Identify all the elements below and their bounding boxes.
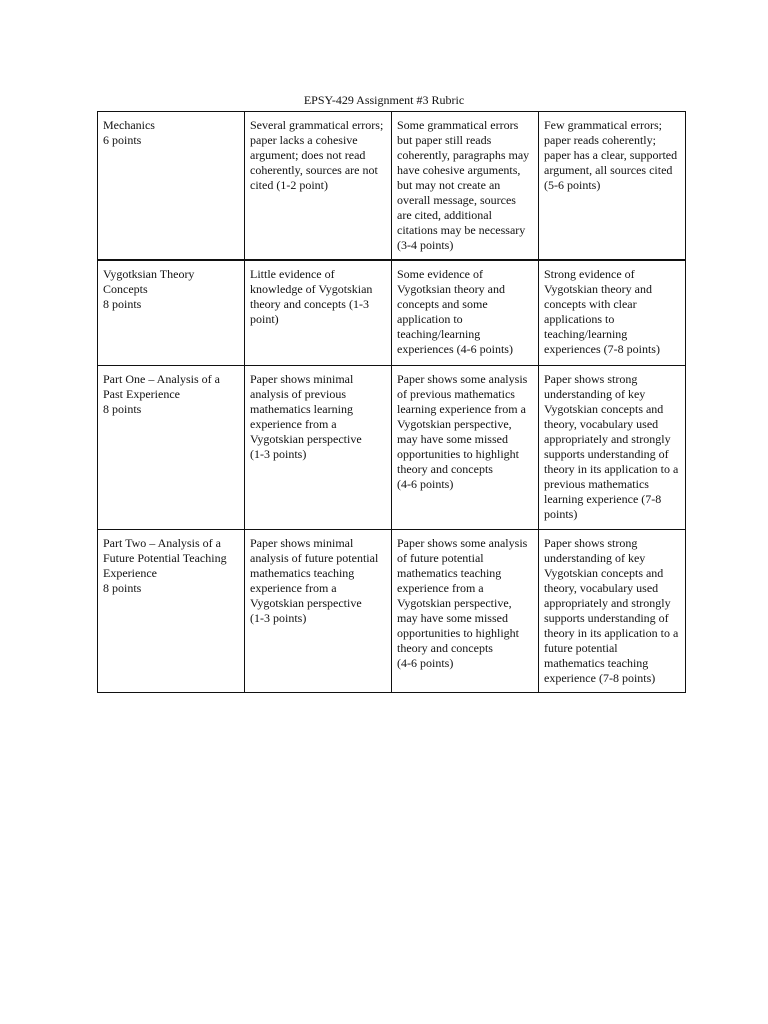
level-low-cell: Paper shows minimal analysis of future potential mathematics teaching experience from a Vygotskian perspective (1-3 points) <box>245 530 392 693</box>
level-mid-cell: Paper shows some analysis of previous mathematics learning experience from a Vygotskian perspective, may have some missed opportunities to highlight theory and concepts (4-6 points) <box>392 366 539 530</box>
level-mid-cell: Some grammatical errors but paper still reads coherently, paragraphs may have cohesive arguments, but may not create an overall message, sources are cited, additional citations may be necessary (3-4 points) <box>392 112 539 261</box>
level-mid-cell: Paper shows some analysis of future potential mathematics teaching experience from a Vygotskian perspective, may have some missed opportunities to highlight theory and concepts (4-6 points) <box>392 530 539 693</box>
level-mid-cell: Some evidence of Vygotksian theory and concepts and some application to teaching/learning experiences (4-6 points) <box>392 260 539 366</box>
level-low-cell: Several grammatical errors; paper lacks a cohesive argument; does not read coherently, sources are not cited (1-2 point) <box>245 112 392 261</box>
criterion-cell: Mechanics 6 points <box>98 112 245 261</box>
rubric-row-theory-concepts <box>98 260 686 366</box>
rubric-table <box>97 111 686 693</box>
level-low-cell: Paper shows minimal analysis of previous mathematics learning experience from a Vygotskian perspective (1-3 points) <box>245 366 392 530</box>
rubric-row-mechanics <box>98 112 686 261</box>
document-title: EPSY-429 Assignment #3 Rubric <box>303 93 465 107</box>
level-high-cell: Paper shows strong understanding of key Vygotskian concepts and theory, vocabulary used appropriately and strongly supports understanding of theory in its application to a previous mathematics learning experience (7-8 points) <box>539 366 686 530</box>
level-high-cell: Few grammatical errors; paper reads coherently; paper has a clear, supported argument, all sources cited (5-6 points) <box>539 112 686 261</box>
level-low-cell: Little evidence of knowledge of Vygotskian theory and concepts (1-3 point) <box>245 260 392 366</box>
rubric-row-part-one <box>98 366 686 530</box>
level-high-cell: Strong evidence of Vygotskian theory and concepts with clear applications to teaching/learning experiences (7-8 points) <box>539 260 686 366</box>
level-high-cell: Paper shows strong understanding of key Vygotskian concepts and theory, vocabulary used appropriately and strongly supports understanding of theory in its application to a future potential mathematics teaching experience (7-8 points) <box>539 530 686 693</box>
criterion-cell: Part One – Analysis of a Past Experience 8 points <box>98 366 245 530</box>
rubric-row-part-two <box>98 530 686 693</box>
criterion-cell: Part Two – Analysis of a Future Potential Teaching Experience 8 points <box>98 530 245 693</box>
criterion-cell: Vygotksian Theory Concepts 8 points <box>98 260 245 366</box>
